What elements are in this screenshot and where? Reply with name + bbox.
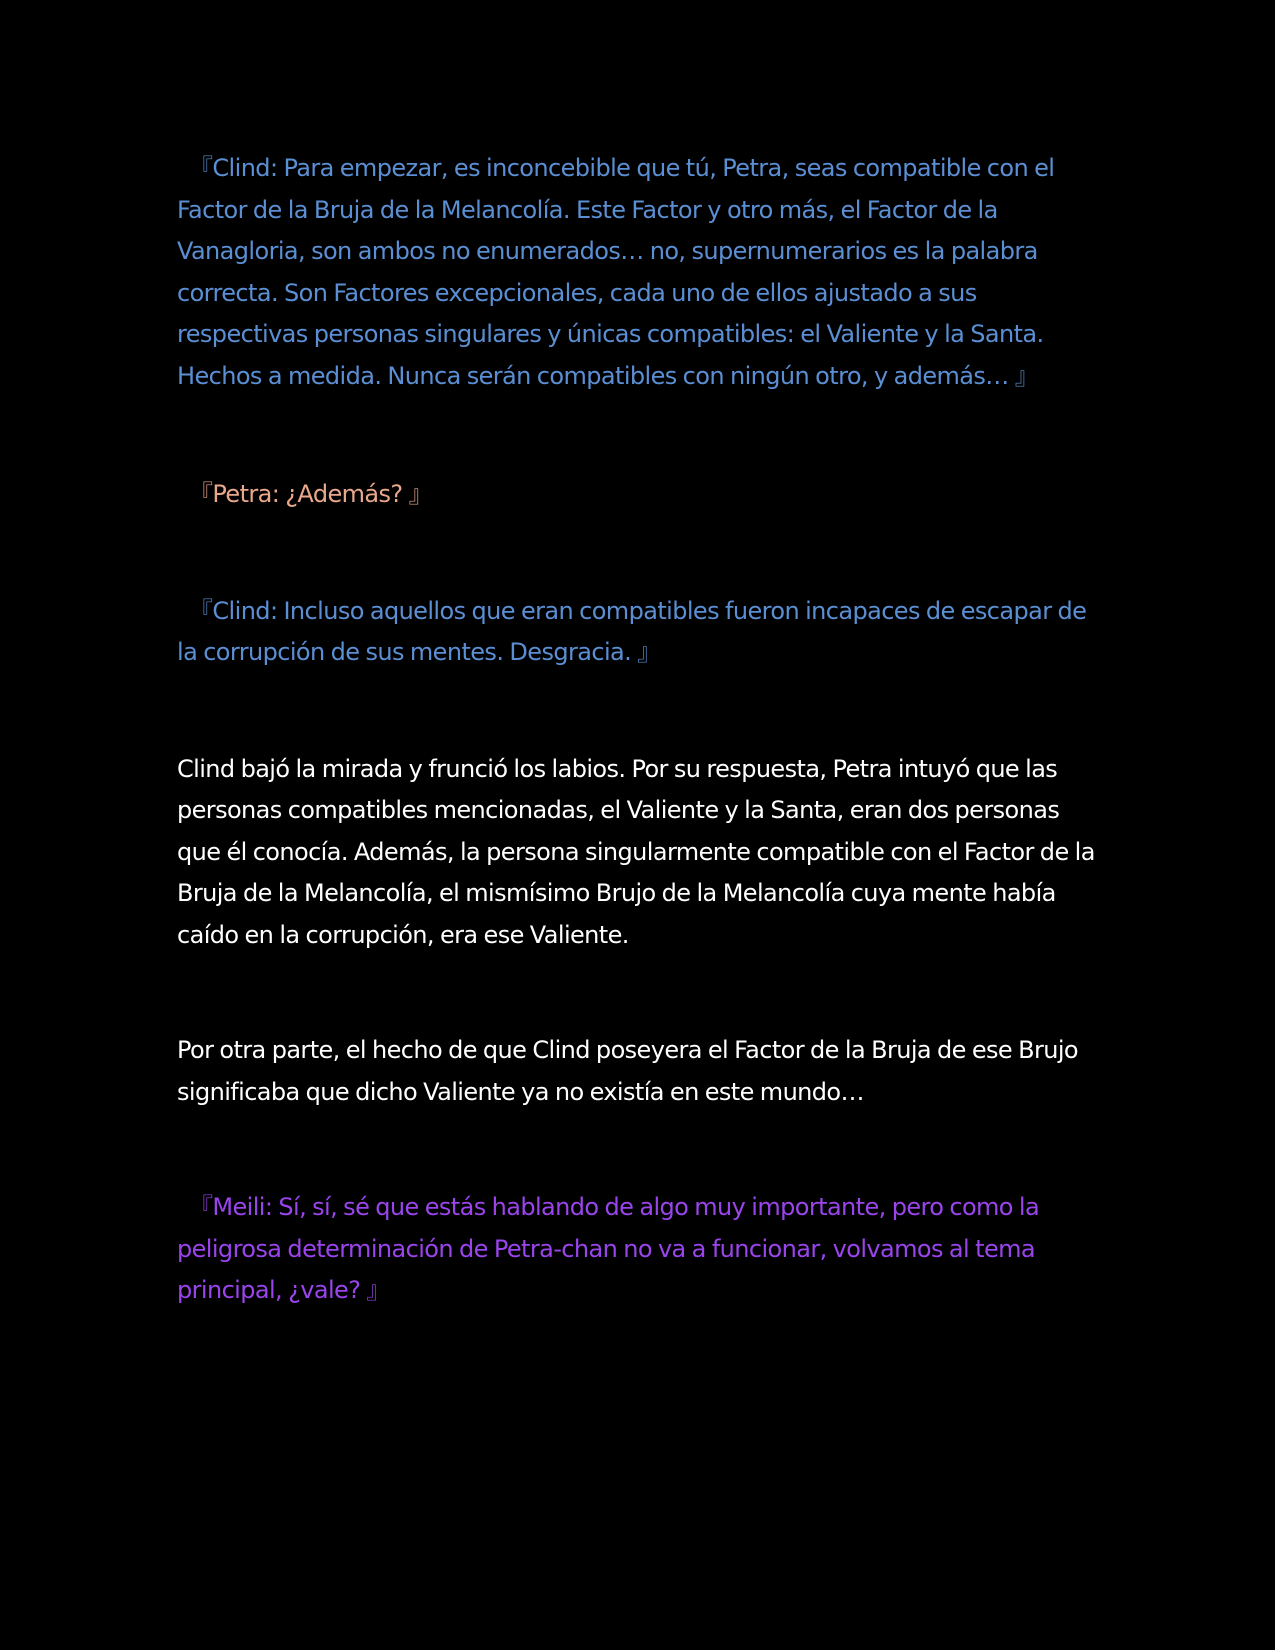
narration-1: Clind bajó la mirada y frunció los labios. Por su respuesta, Petra intuyó que las personas compatibles mencionadas, el Valiente y la Santa, eran dos personas que él conocía. Además, la persona singularmente compatible con el Factor de la Bruja de la Melancolía, el mismísimo Brujo de la Melancolía cuya mente había caído en la corrupción, era ese Valiente. <box>177 754 1095 949</box>
dialogue-meili: 『Meili: Sí, sí, sé que estás hablando de algo muy importante, pero como la peligrosa determinación de Petra-chan no va a funcionar, volvamos al tema principal, ¿vale? 』 <box>177 1193 1040 1304</box>
narration-2: Por otra parte, el hecho de que Clind poseyera el Factor de la Bruja de ese Brujo significaba que dicho Valiente ya no existía en este mundo… <box>177 1036 1079 1106</box>
dialogue-petra: 『Petra: ¿Además? 』 <box>189 480 432 508</box>
dialogue-clind-1: 『Clind: Para empezar, es inconcebible que tú, Petra, seas compatible con el Factor de la Bruja de la Melancolía. Este Factor y otro más, el Factor de la Vanagloria, son ambos no enumerados… no, supernumerarios es la palabra correcta. Son Factores excepcionales, cada uno de ellos ajustado a sus respectivas personas singulares y únicas compatibles: el Valiente y la Santa. Hechos a medida. Nunca serán compatibles con ningún otro, y además… 』 <box>177 154 1055 390</box>
dialogue-clind-2: 『Clind: Incluso aquellos que eran compatibles fueron incapaces de escapar de la corrupción de sus mentes. Desgracia. 』 <box>177 596 1087 666</box>
document-page <box>177 148 1107 1312</box>
